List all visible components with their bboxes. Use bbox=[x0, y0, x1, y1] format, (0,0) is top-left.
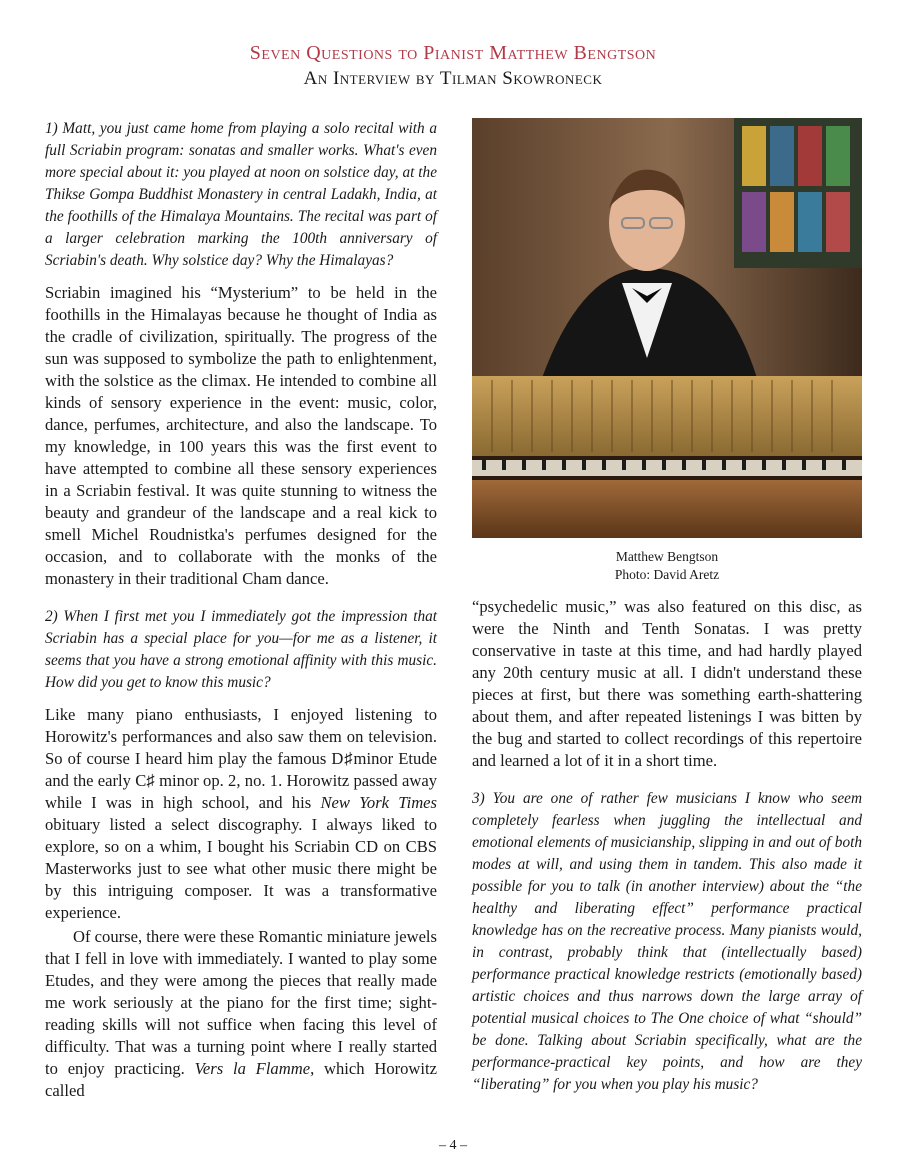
question-3: 3) You are one of rather few musicians I know who seem completely fearless when juggling the intellectual and emotional elements of musicianship, slipping in and out of both modes at will, and using them in tandem. This also made it possible for you to talk (in another interview) about the “the healthy and liberating effect” performance practical knowledge has on the recreative process. Many pianists would, in contrast, probably think that (intellectually based) performance practical knowledge restricts (emotionally based) artistic choices and thus narrows down the large array of potential musical choices to The One choice of what “should” be done. Talking about Scriabin specifically, what are the performance-practical key points, and how are they “liberating” for you when you play his music? bbox=[472, 790, 862, 1093]
photo-caption bbox=[472, 548, 862, 584]
work-title: Vers la Flamme bbox=[194, 1059, 311, 1078]
answer-2-continued bbox=[45, 926, 437, 1102]
answer-1: Scriabin imagined his “Mysterium” to be held in the foothills in the Himalayas because he thought of India as the cradle of civilization, spiritually. The progress of the sun was supposed to symbolize the path to enlightenment, with the solstice as the climax. He intended to combine all kinds of sensory experience in the event: music, color, dance, perfumes, architecture, and also the landscape. To my knowledge, in 100 years this was the first event to have attempted to combine all these sensory experiences in a Scriabin festival. It was quite stunning to witness the beauty and grandeur of the landscape and a real kick to smell Michel Roudnistka's perfumes designed for the occasion, and to collaborate with the monks of the monastery in their traditional Cham dance. bbox=[45, 283, 437, 588]
answer-2-text-a: Like many piano enthusiasts, I enjoyed listening to Horowitz's performances and also saw them on television. So of course I heard him play the famous D♯minor Etude and the early C♯ minor op. 2, no. 1. Horowitz passed away while I was in high school, and his bbox=[45, 705, 437, 812]
page-number: – 4 – bbox=[439, 1138, 467, 1153]
newspaper-title: New York Times bbox=[320, 793, 437, 812]
answer-2-text-b: obituary listed a select discography. I always liked to explore, so on a whim, I bought his Scriabin CD on CBS Masterworks just to see what other music there might be by this intriguing composer. It was a transformative experience. bbox=[45, 815, 437, 922]
article-header bbox=[0, 40, 906, 92]
question-1: 1) Matt, you just came home from playing a solo recital with a full Scriabin program: sonatas and smaller works. What's even more special about it: you played at noon on solstice day, at the Thikse Gompa Buddhist Monastery in central Ladakh, India, at the foothills of the Himalaya Mountains. The recital was part of a larger celebration marking the 100th anniversary of Scriabin's death. Why solstice day? Why the Himalayas? bbox=[45, 120, 437, 269]
answer-3-text-a: Of course, there were these Romantic miniature jewels that I fell in love with immediately. I wanted to play some Etudes, and they were among the pieces that really made me work seriously at the piano for the first time; sight-reading skills will not suffice when facing this level of difficulty. That was a turning point where I really started to enjoy practicing. bbox=[45, 927, 438, 1078]
answer-2-end: “psychedelic music,” was also featured on this disc, as were the Ninth and Tenth Sonatas. I was pretty conservative in taste at this time, and had hardly played any 20th century music at all. I didn't understand these pieces at first, but there was something earth-shattering about them, and after repeated listenings I was bitten by the bug and started to collect recordings of this repertoire and learned a lot of it in a short time. bbox=[472, 597, 862, 770]
caption-name: Matthew Bengtson bbox=[615, 549, 719, 564]
pianist-photo bbox=[472, 118, 862, 538]
left-column bbox=[45, 118, 437, 1112]
article-subtitle: An Interview by Tilman Skowroneck bbox=[303, 68, 603, 89]
pianist-photo-illustration bbox=[472, 118, 862, 538]
answer-3-text-b: , which Horowitz called bbox=[45, 1059, 438, 1100]
answer-2 bbox=[45, 704, 437, 924]
article-title: Seven Questions to Pianist Matthew Bengtson bbox=[249, 42, 657, 64]
caption-credit: Photo: David Aretz bbox=[614, 567, 720, 582]
question-2: 2) When I first met you I immediately got the impression that Scriabin has a special place for you—for me as a listener, it seems that you have a strong emotional affinity with this music. How did you get to know this music? bbox=[45, 608, 437, 691]
right-column bbox=[472, 118, 862, 1106]
